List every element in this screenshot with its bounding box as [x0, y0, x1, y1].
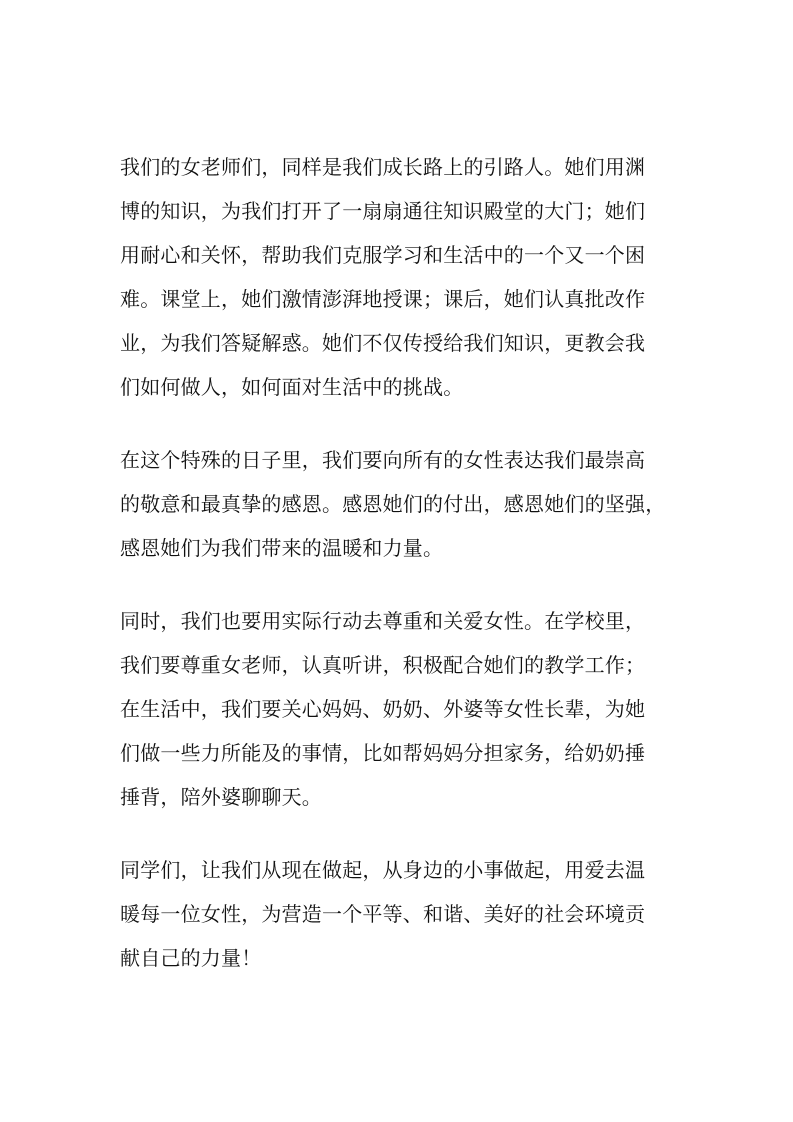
text-line: 在这个特殊的日子里，我们要向所有的女性表达我们最崇高 [120, 448, 646, 472]
text-line: 难。课堂上，她们激情澎湃地授课；课后，她们认真批改作 [120, 287, 646, 311]
text-line: 在生活中，我们要关心妈妈、奶奶、外婆等女性长辈，为她 [120, 697, 646, 721]
text-line: 我们要尊重女老师，认真听讲，积极配合她们的教学工作； [120, 653, 646, 677]
text-line: 业，为我们答疑解惑。她们不仅传授给我们知识，更教会我 [120, 331, 646, 355]
text-line: 们做一些力所能及的事情，比如帮妈妈分担家务，给奶奶捶 [120, 741, 646, 765]
text-line: 们如何做人，如何面对生活中的挑战。 [120, 375, 464, 399]
text-line: 的敬意和最真挚的感恩。感恩她们的付出，感恩她们的坚强， [120, 492, 666, 516]
text-line: 感恩她们为我们带来的温暖和力量。 [120, 536, 444, 560]
text-line: 我们的女老师们，同样是我们成长路上的引路人。她们用渊 [120, 155, 646, 179]
text-line: 献自己的力量！ [120, 946, 262, 970]
text-line: 捶背，陪外婆聊聊天。 [120, 785, 322, 809]
text-line: 暖每一位女性，为营造一个平等、和谐、美好的社会环境贡 [120, 902, 646, 926]
text-line: 同时，我们也要用实际行动去尊重和关爱女性。在学校里， [120, 609, 646, 633]
text-line: 博的知识，为我们打开了一扇扇通往知识殿堂的大门；她们 [120, 199, 646, 223]
text-line: 同学们，让我们从现在做起，从身边的小事做起，用爱去温 [120, 858, 646, 882]
text-line: 用耐心和关怀，帮助我们克服学习和生活中的一个又一个困 [120, 243, 646, 267]
